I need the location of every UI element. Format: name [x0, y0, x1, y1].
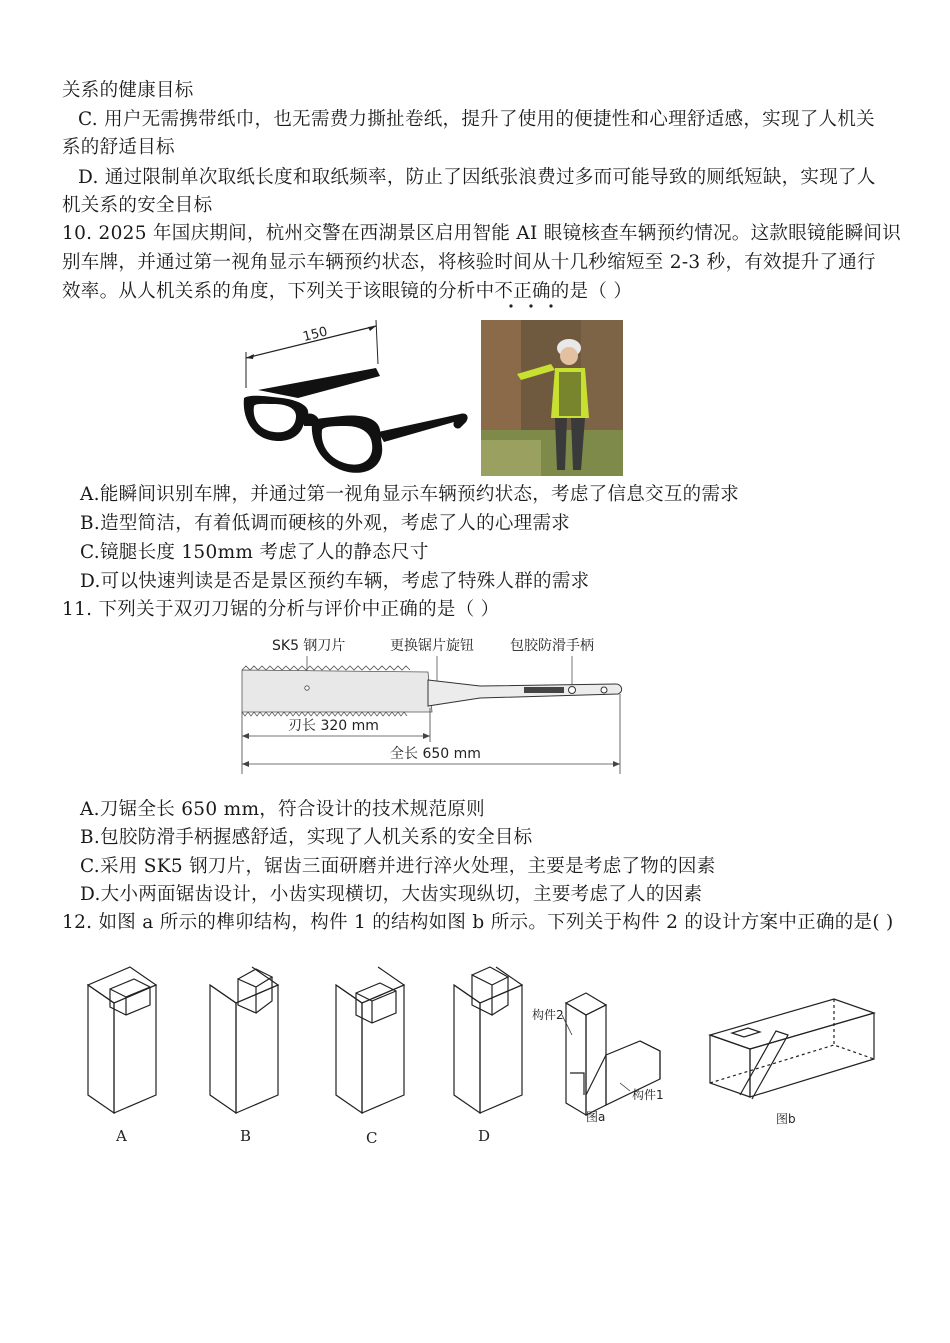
choice-c-drawing	[336, 967, 404, 1113]
q10-stem-line1: 10. 2025 年国庆期间，杭州交警在西湖景区启用智能 AI 眼镜核查车辆预约情况。这款眼镜能瞬间识	[62, 223, 901, 244]
saw-figure	[232, 632, 632, 777]
figure-b-drawing	[710, 999, 874, 1099]
mortise-tenon-figures	[60, 955, 890, 1155]
choice-d-drawing	[454, 967, 522, 1113]
q11-option-a[interactable]: A.刀锯全长 650 mm，符合设计的技术规范原则	[80, 799, 485, 820]
choice-label-b: B	[240, 1127, 252, 1145]
q10-option-c[interactable]: C.镜腿长度 150mm 考虑了人的静态尺寸	[80, 542, 429, 563]
choice-a-drawing	[88, 967, 156, 1113]
q12-stem: 12. 如图 a 所示的榫卯结构，构件 1 的结构如图 b 所示。下列关于构件 2 的设计方案中正确的是( )	[62, 912, 894, 933]
figure-a-caption: 图a	[586, 1110, 606, 1124]
prev-option-d-line2: 机关系的安全目标	[62, 195, 213, 216]
prev-option-d-line1: D. 通过限制单次取纸长度和取纸频率，防止了因纸张浪费过多而可能导致的厕纸短缺，实现了人	[78, 167, 876, 188]
saw-blade-length: 刃长 320 mm	[288, 718, 379, 734]
saw-knob-label: 更换锯片旋钮	[390, 638, 474, 654]
choice-label-a: A	[116, 1127, 127, 1145]
emphasis-dots	[505, 294, 565, 315]
q10-option-d[interactable]: D.可以快速判读是否是景区预约车辆，考虑了特殊人群的需求	[80, 571, 590, 592]
choice-label-c: C	[366, 1129, 378, 1147]
q11-option-d[interactable]: D.大小两面锯齿设计，小齿实现横切，大齿实现纵切，主要考虑了人的因素	[80, 884, 703, 905]
saw-handle-label: 包胶防滑手柄	[510, 638, 594, 654]
prev-option-c-line2: 系的舒适目标	[62, 137, 175, 158]
choice-label-d: D	[478, 1127, 491, 1145]
prev-option-c-line1: C. 用户无需携带纸巾，也无需费力撕扯卷纸，提升了使用的便捷性和心理舒适感，实现了人机关	[78, 109, 875, 130]
figure-a-part2-label: 构件2	[532, 1008, 564, 1022]
figure-b-caption: 图b	[776, 1112, 796, 1126]
figure-a-part1-label: 构件1	[632, 1088, 664, 1102]
choice-b-drawing	[210, 967, 278, 1113]
q10-option-a[interactable]: A.能瞬间识别车牌，并通过第一视角显示车辆预约状态，考虑了信息交互的需求	[80, 484, 740, 505]
glasses-dimension-label: 150	[301, 324, 330, 345]
saw-blade-label: SK5 钢刀片	[272, 638, 346, 654]
q11-option-b[interactable]: B.包胶防滑手柄握感舒适，实现了人机关系的安全目标	[80, 827, 533, 848]
saw-total-length: 全长 650 mm	[390, 746, 481, 762]
q10-stem-line3: 效率。从人机关系的角度，下列关于该眼镜的分析中不正确的是（ ）	[62, 281, 633, 302]
q10-stem-line2: 别车牌，并通过第一视角显示车辆预约状态，将核验时间从十几秒缩短至 2-3 秒，有效提升了通行	[62, 252, 876, 273]
traffic-police-photo	[481, 320, 623, 476]
q10-option-b[interactable]: B.造型简洁，有着低调而硬核的外观，考虑了人的心理需求	[80, 513, 571, 534]
q11-stem: 11. 下列关于双刃刀锯的分析与评价中正确的是（ ）	[62, 599, 500, 620]
q11-option-c[interactable]: C.采用 SK5 钢刀片，锯齿三面研磨并进行淬火处理，主要是考虑了物的因素	[80, 856, 716, 877]
smart-glasses-figure	[238, 318, 478, 480]
prev-option-b-tail: 关系的健康目标	[62, 80, 194, 101]
